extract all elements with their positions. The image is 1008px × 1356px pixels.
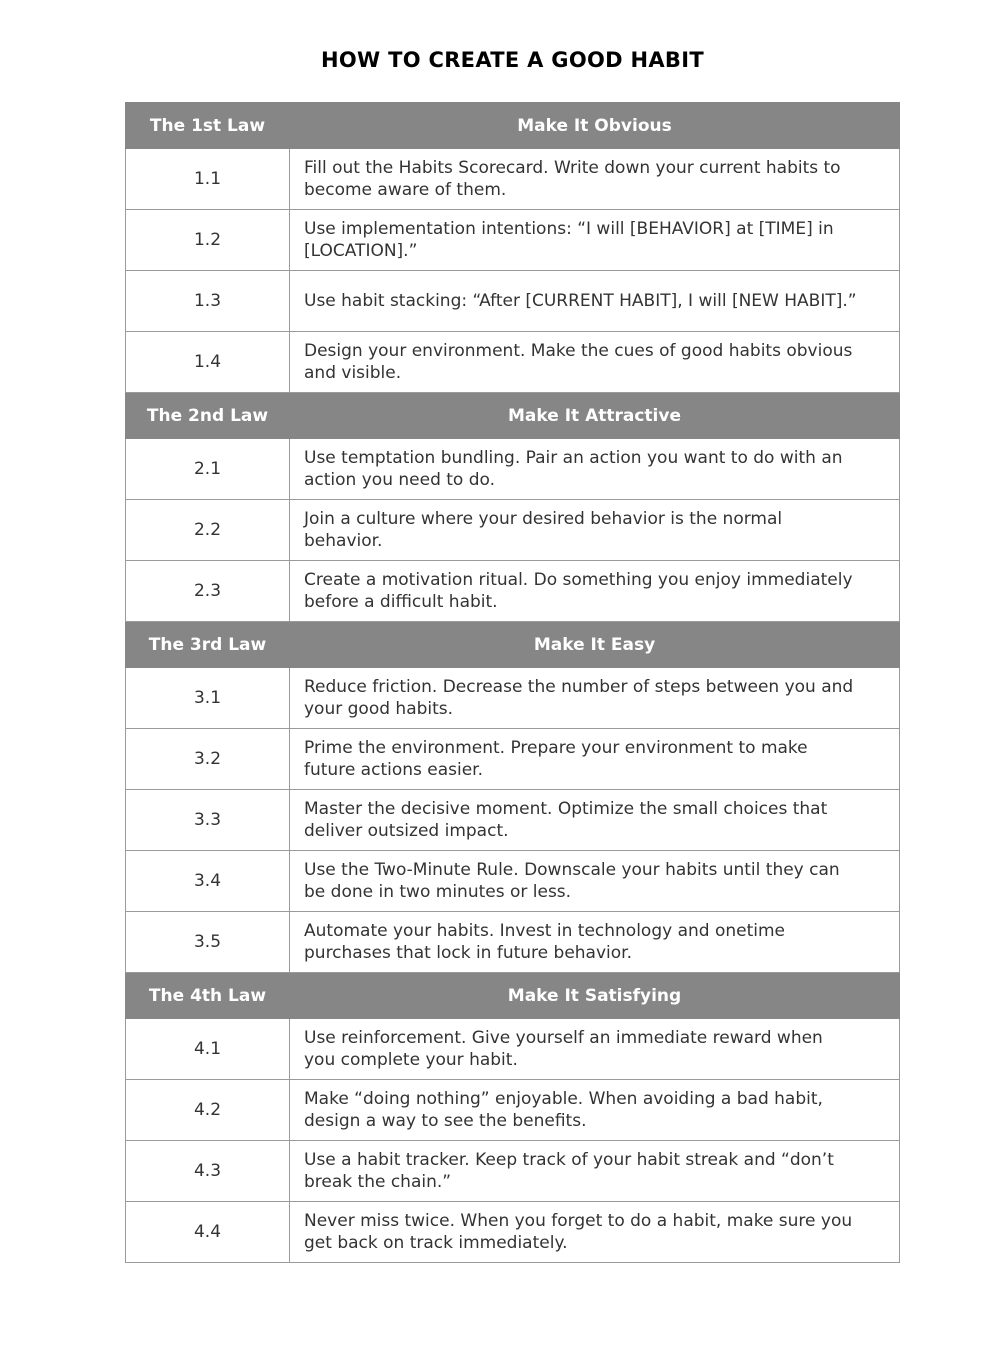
item-text: Use reinforcement. Give yourself an immediate reward when you complete your habit. — [290, 1019, 900, 1080]
item-number: 4.1 — [126, 1019, 290, 1080]
page-title: HOW TO CREATE A GOOD HABIT — [321, 48, 704, 72]
item-text: Use habit stacking: “After [CURRENT HABIT], I will [NEW HABIT].” — [290, 271, 900, 332]
law-title: Make It Satisfying — [290, 973, 900, 1019]
law-title: Make It Obvious — [290, 103, 900, 149]
law-header-row — [126, 622, 900, 668]
item-number: 4.2 — [126, 1080, 290, 1141]
table-row — [126, 561, 900, 622]
item-number: 4.4 — [126, 1202, 290, 1263]
item-number: 3.4 — [126, 851, 290, 912]
law-header-row — [126, 103, 900, 149]
table-row — [126, 851, 900, 912]
item-number: 4.3 — [126, 1141, 290, 1202]
item-text: Use temptation bundling. Pair an action you want to do with an action you need to do. — [290, 439, 900, 500]
law-label: The 1st Law — [126, 103, 290, 149]
table-row — [126, 149, 900, 210]
table-row — [126, 210, 900, 271]
table-row — [126, 1080, 900, 1141]
law-label: The 2nd Law — [126, 393, 290, 439]
habit-table — [125, 102, 900, 1263]
item-text: Make “doing nothing” enjoyable. When avoiding a bad habit, design a way to see the benefits. — [290, 1080, 900, 1141]
item-number: 2.2 — [126, 500, 290, 561]
law-label: The 4th Law — [126, 973, 290, 1019]
item-number: 2.3 — [126, 561, 290, 622]
law-header-row — [126, 393, 900, 439]
item-text: Master the decisive moment. Optimize the small choices that deliver outsized impact. — [290, 790, 900, 851]
item-text: Fill out the Habits Scorecard. Write down your current habits to become aware of them. — [290, 149, 900, 210]
item-text: Prime the environment. Prepare your environment to make future actions easier. — [290, 729, 900, 790]
table-row — [126, 439, 900, 500]
item-number: 1.2 — [126, 210, 290, 271]
item-text: Join a culture where your desired behavior is the normal behavior. — [290, 500, 900, 561]
item-number: 1.3 — [126, 271, 290, 332]
item-number: 3.5 — [126, 912, 290, 973]
item-text: Create a motivation ritual. Do something you enjoy immediately before a difficult habit. — [290, 561, 900, 622]
item-number: 2.1 — [126, 439, 290, 500]
law-label: The 3rd Law — [126, 622, 290, 668]
table-row — [126, 1141, 900, 1202]
law-header-row — [126, 973, 900, 1019]
table-row — [126, 500, 900, 561]
item-text: Automate your habits. Invest in technology and onetime purchases that lock in future behavior. — [290, 912, 900, 973]
table-row — [126, 790, 900, 851]
item-text: Use the Two-Minute Rule. Downscale your habits until they can be done in two minutes or less. — [290, 851, 900, 912]
law-title: Make It Attractive — [290, 393, 900, 439]
item-text: Use a habit tracker. Keep track of your habit streak and “don’t break the chain.” — [290, 1141, 900, 1202]
table-row — [126, 729, 900, 790]
table-row — [126, 332, 900, 393]
item-number: 3.2 — [126, 729, 290, 790]
table-row — [126, 1019, 900, 1080]
table-row — [126, 1202, 900, 1263]
item-text: Reduce friction. Decrease the number of steps between you and your good habits. — [290, 668, 900, 729]
item-number: 3.3 — [126, 790, 290, 851]
item-number: 1.4 — [126, 332, 290, 393]
law-title: Make It Easy — [290, 622, 900, 668]
table-row — [126, 912, 900, 973]
item-text: Never miss twice. When you forget to do a habit, make sure you get back on track immediately. — [290, 1202, 900, 1263]
table-row — [126, 668, 900, 729]
table-row — [126, 271, 900, 332]
item-number: 1.1 — [126, 149, 290, 210]
item-text: Design your environment. Make the cues of good habits obvious and visible. — [290, 332, 900, 393]
item-number: 3.1 — [126, 668, 290, 729]
item-text: Use implementation intentions: “I will [BEHAVIOR] at [TIME] in [LOCATION].” — [290, 210, 900, 271]
